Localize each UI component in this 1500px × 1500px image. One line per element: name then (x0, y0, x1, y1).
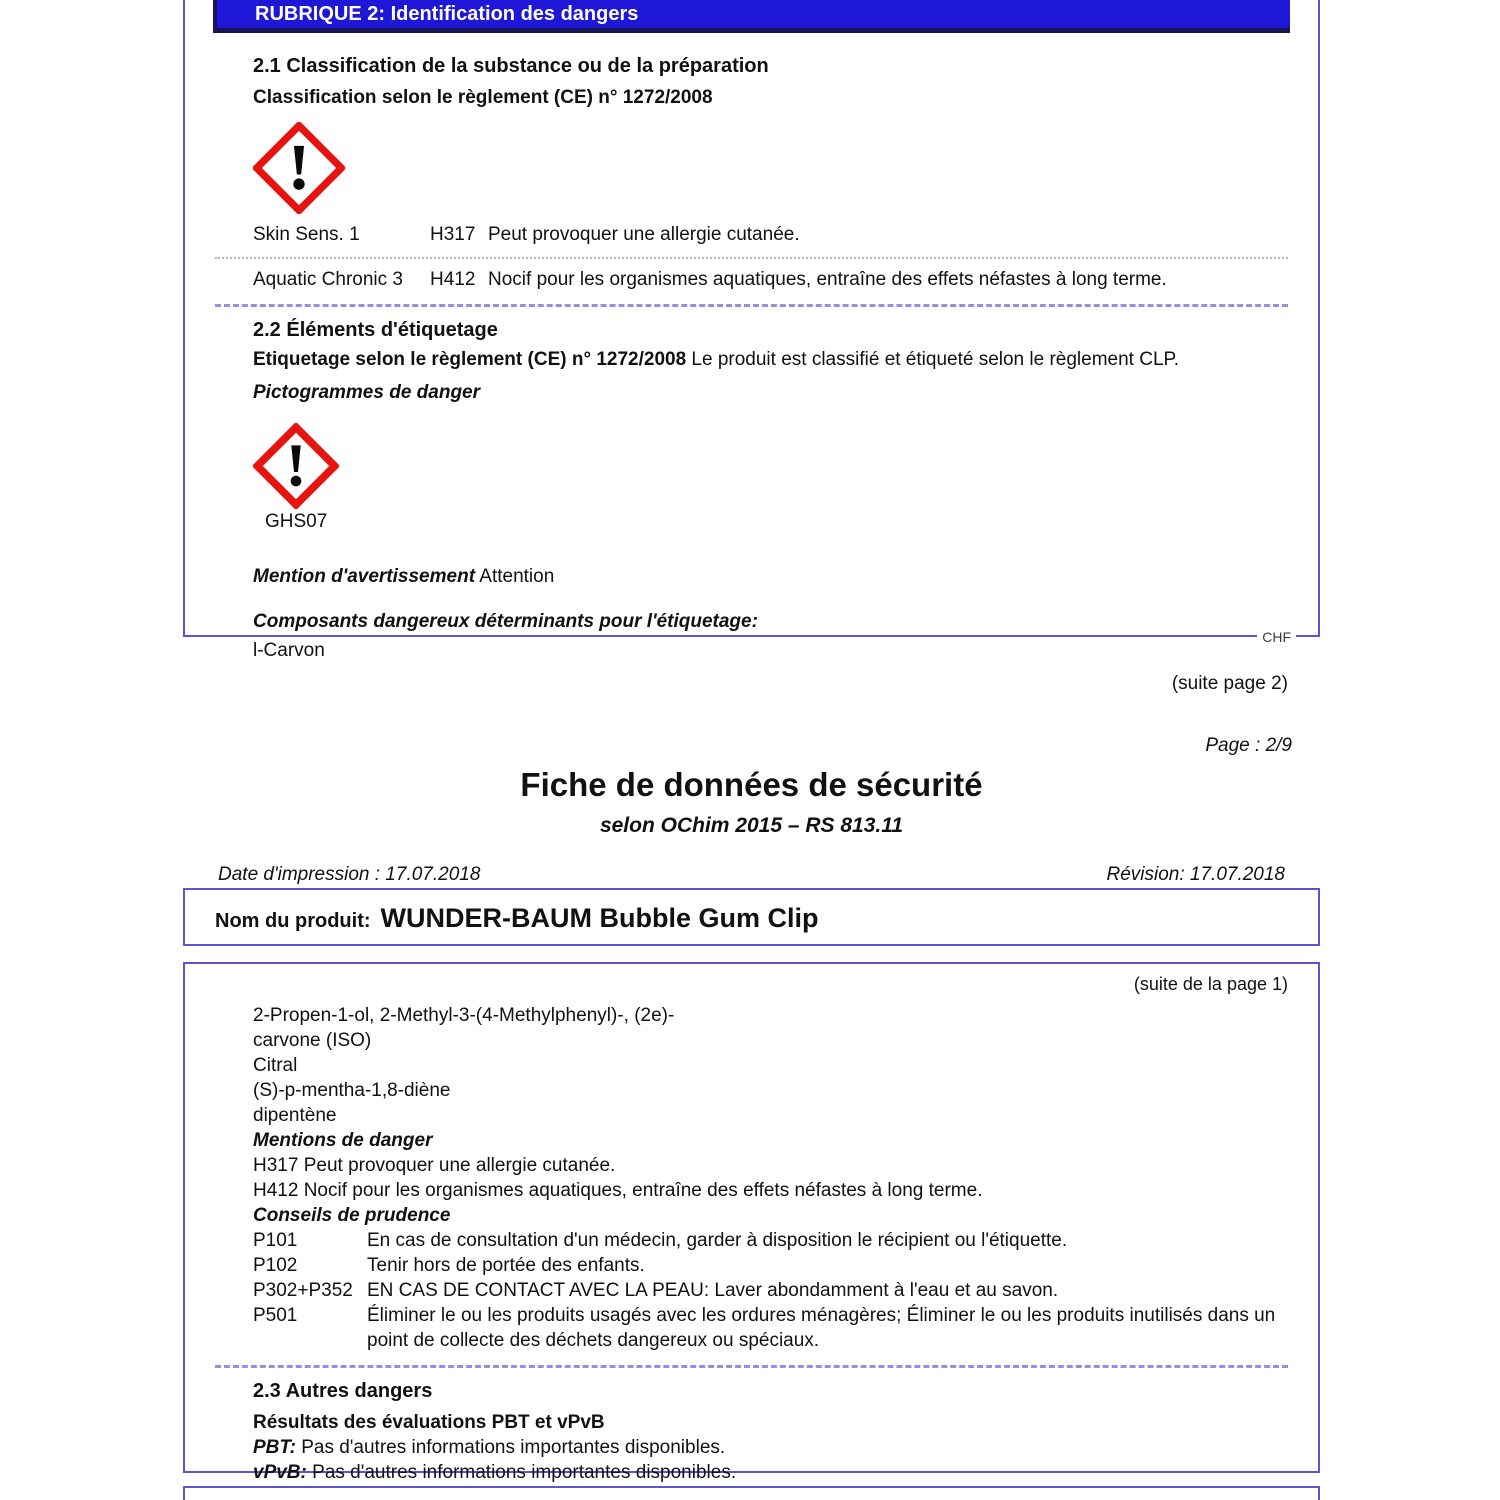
precaution-code: P302+P352 (253, 1280, 353, 1301)
precaution-code: P102 (253, 1255, 298, 1276)
dashed-separator (215, 304, 1288, 307)
pbt-text: Pas d'autres informations importantes disponibles. (301, 1437, 726, 1458)
dangerous-component-value: l-Carvon (253, 640, 325, 661)
hazard-text: Nocif pour les organismes aquatiques, entraîne des effets néfastes à long terme. (488, 269, 1167, 290)
section-2-continued-box (183, 962, 1320, 1483)
rubrique-2-header-bar (213, 0, 1290, 33)
labeling-regulation-bold: Etiquetage selon le règlement (CE) n° 1272/2008 (253, 349, 687, 370)
classification-regulation-line: Classification selon le règlement (CE) n° 1272/2008 (253, 87, 713, 108)
hazard-class: Skin Sens. 1 (253, 224, 360, 245)
rubrique-2-title: RUBRIQUE 2: Identification des dangers (255, 3, 639, 25)
vpvb-result-line (253, 1460, 1288, 1485)
precaution-row (253, 1253, 1288, 1278)
vpvb-label: vPvB: (253, 1462, 307, 1483)
substance-line: (S)-p-mentha-1,8-diène (253, 1080, 451, 1101)
precaution-row (253, 1278, 1288, 1303)
precaution-text: Éliminer le ou les produits usagés avec les ordures ménagères; Éliminer le ou les produits inutilisés dans un point de collecte des déchets dangereux ou spéciaux. (367, 1305, 1276, 1351)
hazard-code: H412 (430, 269, 476, 290)
ghs07-pictogram-icon (253, 423, 339, 509)
pbt-label: PBT: (253, 1437, 296, 1458)
substance-line: dipentène (253, 1105, 337, 1126)
signal-word-label: Mention d'avertissement (253, 566, 476, 587)
revision-date: Révision: 17.07.2018 (1106, 864, 1285, 885)
precaution-text: En cas de consultation d'un médecin, garder à disposition le récipient ou l'étiquette. (367, 1230, 1068, 1251)
pictograms-label: Pictogrammes de danger (253, 382, 481, 403)
section-2-1-title: 2.1 Classification de la substance ou de la préparation (253, 55, 769, 77)
hazard-class-row (253, 267, 1288, 292)
hazard-statement: H412 Nocif pour les organismes aquatiques, entraîne des effets néfastes à long terme. (253, 1180, 983, 1201)
hazard-class: Aquatic Chronic 3 (253, 269, 403, 290)
hazard-class-row (253, 222, 1288, 247)
hazard-code: H317 (430, 224, 476, 245)
document-subtitle: selon OChim 2015 – RS 813.11 (599, 814, 904, 837)
product-name-value: WUNDER-BAUM Bubble Gum Clip (380, 903, 819, 933)
precaution-text: Tenir hors de portée des enfants. (367, 1255, 645, 1276)
next-section-box-cutoff (183, 1486, 1320, 1500)
precaution-row (253, 1303, 1288, 1353)
pbt-result-line (253, 1435, 1288, 1460)
substance-line: Citral (253, 1055, 298, 1076)
hazard-statements-label: Mentions de danger (253, 1130, 433, 1151)
labeling-regulation-line (253, 347, 1288, 372)
precaution-text: EN CAS DE CONTACT AVEC LA PEAU: Laver abondamment à l'eau et au savon. (367, 1280, 1059, 1301)
product-name-box (183, 888, 1320, 946)
continued-from-page-note: (suite de la page 1) (1133, 974, 1288, 994)
country-footer-mark: CHF (1257, 629, 1296, 645)
hazard-statement: H317 Peut provoquer une allergie cutanée. (253, 1155, 616, 1176)
hazard-text: Peut provoquer une allergie cutanée. (488, 224, 800, 245)
dangerous-components-label: Composants dangereux déterminants pour l'étiquetage: (253, 611, 758, 632)
page-number: Page : 2/9 (1205, 735, 1292, 756)
precautions-label: Conseils de prudence (253, 1205, 451, 1226)
signal-word-line (253, 564, 1288, 589)
continued-on-page-note: (suite page 2) (1171, 673, 1288, 694)
signal-word-value: Attention (479, 566, 555, 587)
section-2-2-title: 2.2 Éléments d'étiquetage (253, 319, 498, 341)
page2-header (183, 733, 1320, 887)
dashed-separator (215, 1365, 1288, 1368)
ghs-code-caption: GHS07 (265, 511, 328, 532)
substance-line: carvone (ISO) (253, 1030, 372, 1051)
precaution-row (253, 1228, 1288, 1253)
precaution-code: P101 (253, 1230, 298, 1251)
dotted-separator (215, 257, 1288, 259)
labeling-regulation-rest: Le produit est classifié et étiqueté selon le règlement CLP. (691, 349, 1180, 370)
product-name-label: Nom du produit: (215, 910, 371, 932)
substance-line: 2-Propen-1-ol, 2-Methyl-3-(4-Methylphenyl)-, (2e)- (253, 1005, 675, 1026)
section-2-3-title: 2.3 Autres dangers (253, 1380, 433, 1402)
print-date: Date d'impression : 17.07.2018 (218, 864, 481, 885)
document-title: Fiche de données de sécurité (520, 766, 983, 803)
vpvb-text: Pas d'autres informations importantes disponibles. (312, 1462, 737, 1483)
precaution-code: P501 (253, 1305, 298, 1326)
pbt-vpvb-header: Résultats des évaluations PBT et vPvB (253, 1412, 605, 1433)
section-2-box (183, 0, 1320, 694)
ghs07-pictogram-icon (253, 122, 345, 214)
